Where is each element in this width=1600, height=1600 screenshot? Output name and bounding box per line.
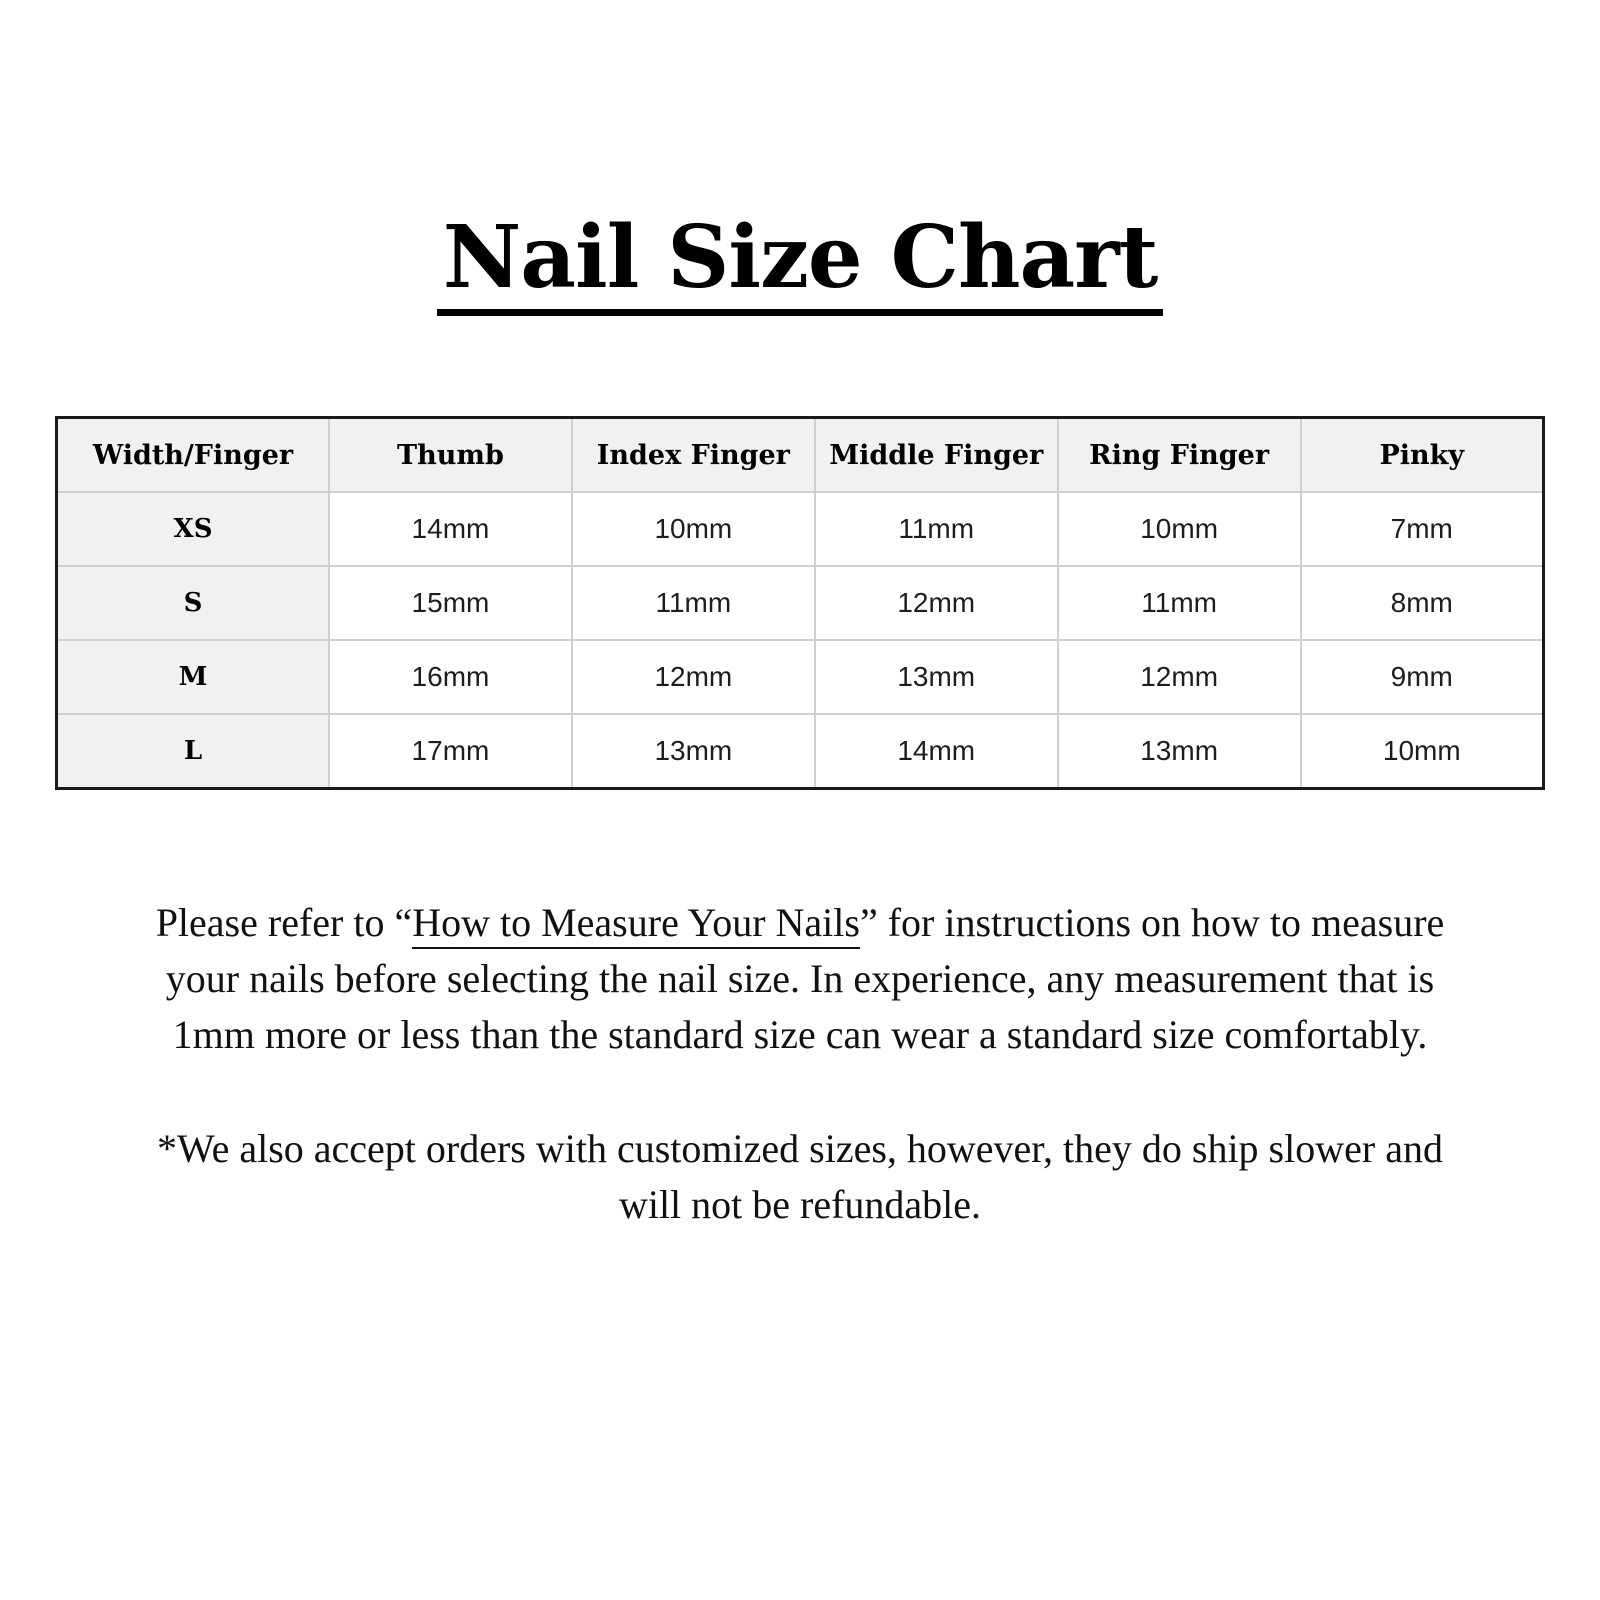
nail-size-table [55, 416, 1545, 790]
cell-m-index: 12mm [572, 640, 815, 714]
table-row [57, 714, 1544, 789]
column-header-index-finger: Index Finger [572, 418, 815, 493]
cell-l-index: 13mm [572, 714, 815, 789]
cell-m-thumb: 16mm [329, 640, 572, 714]
cell-l-pinky: 10mm [1301, 714, 1544, 789]
row-header-size-l: L [57, 714, 330, 789]
notes-section [55, 895, 1545, 1233]
cell-s-middle: 12mm [815, 566, 1058, 640]
cell-m-middle: 13mm [815, 640, 1058, 714]
cell-m-ring: 12mm [1058, 640, 1301, 714]
column-header-ring-finger: Ring Finger [1058, 418, 1301, 493]
note-measure-instructions [130, 895, 1470, 1063]
table-body [57, 492, 1544, 789]
cell-l-middle: 14mm [815, 714, 1058, 789]
cell-xs-middle: 11mm [815, 492, 1058, 566]
cell-s-index: 11mm [572, 566, 815, 640]
cell-xs-index: 10mm [572, 492, 815, 566]
table-header [57, 418, 1544, 493]
note-prefix-text: Please refer to “ [155, 900, 413, 945]
cell-s-ring: 11mm [1058, 566, 1301, 640]
table-row [57, 566, 1544, 640]
cell-xs-ring: 10mm [1058, 492, 1301, 566]
row-header-size-s: S [57, 566, 330, 640]
cell-s-thumb: 15mm [329, 566, 572, 640]
cell-xs-thumb: 14mm [329, 492, 572, 566]
title-container [55, 0, 1545, 316]
table-header-row [57, 418, 1544, 493]
table-row [57, 640, 1544, 714]
column-header-thumb: Thumb [329, 418, 572, 493]
cell-l-thumb: 17mm [329, 714, 572, 789]
how-to-measure-link[interactable]: How to Measure Your Nails [412, 900, 860, 949]
row-header-size-xs: XS [57, 492, 330, 566]
note-suffix-text: ” for instructions on how to measure your nails before selecting the nail size. In experience, any measurement that is 1mm more or less than the standard size can wear a standard size comfortably. [165, 900, 1445, 1057]
column-header-middle-finger: Middle Finger [815, 418, 1058, 493]
column-header-pinky: Pinky [1301, 418, 1544, 493]
note-custom-sizes: *We also accept orders with customized sizes, however, they do ship slower and will not be refundable. [157, 1126, 1443, 1227]
cell-s-pinky: 8mm [1301, 566, 1544, 640]
page-title: Nail Size Chart [437, 215, 1164, 316]
table-row [57, 492, 1544, 566]
size-table-container [55, 416, 1545, 790]
cell-m-pinky: 9mm [1301, 640, 1544, 714]
column-header-width-finger: Width/Finger [57, 418, 330, 493]
cell-xs-pinky: 7mm [1301, 492, 1544, 566]
row-header-size-m: M [57, 640, 330, 714]
cell-l-ring: 13mm [1058, 714, 1301, 789]
